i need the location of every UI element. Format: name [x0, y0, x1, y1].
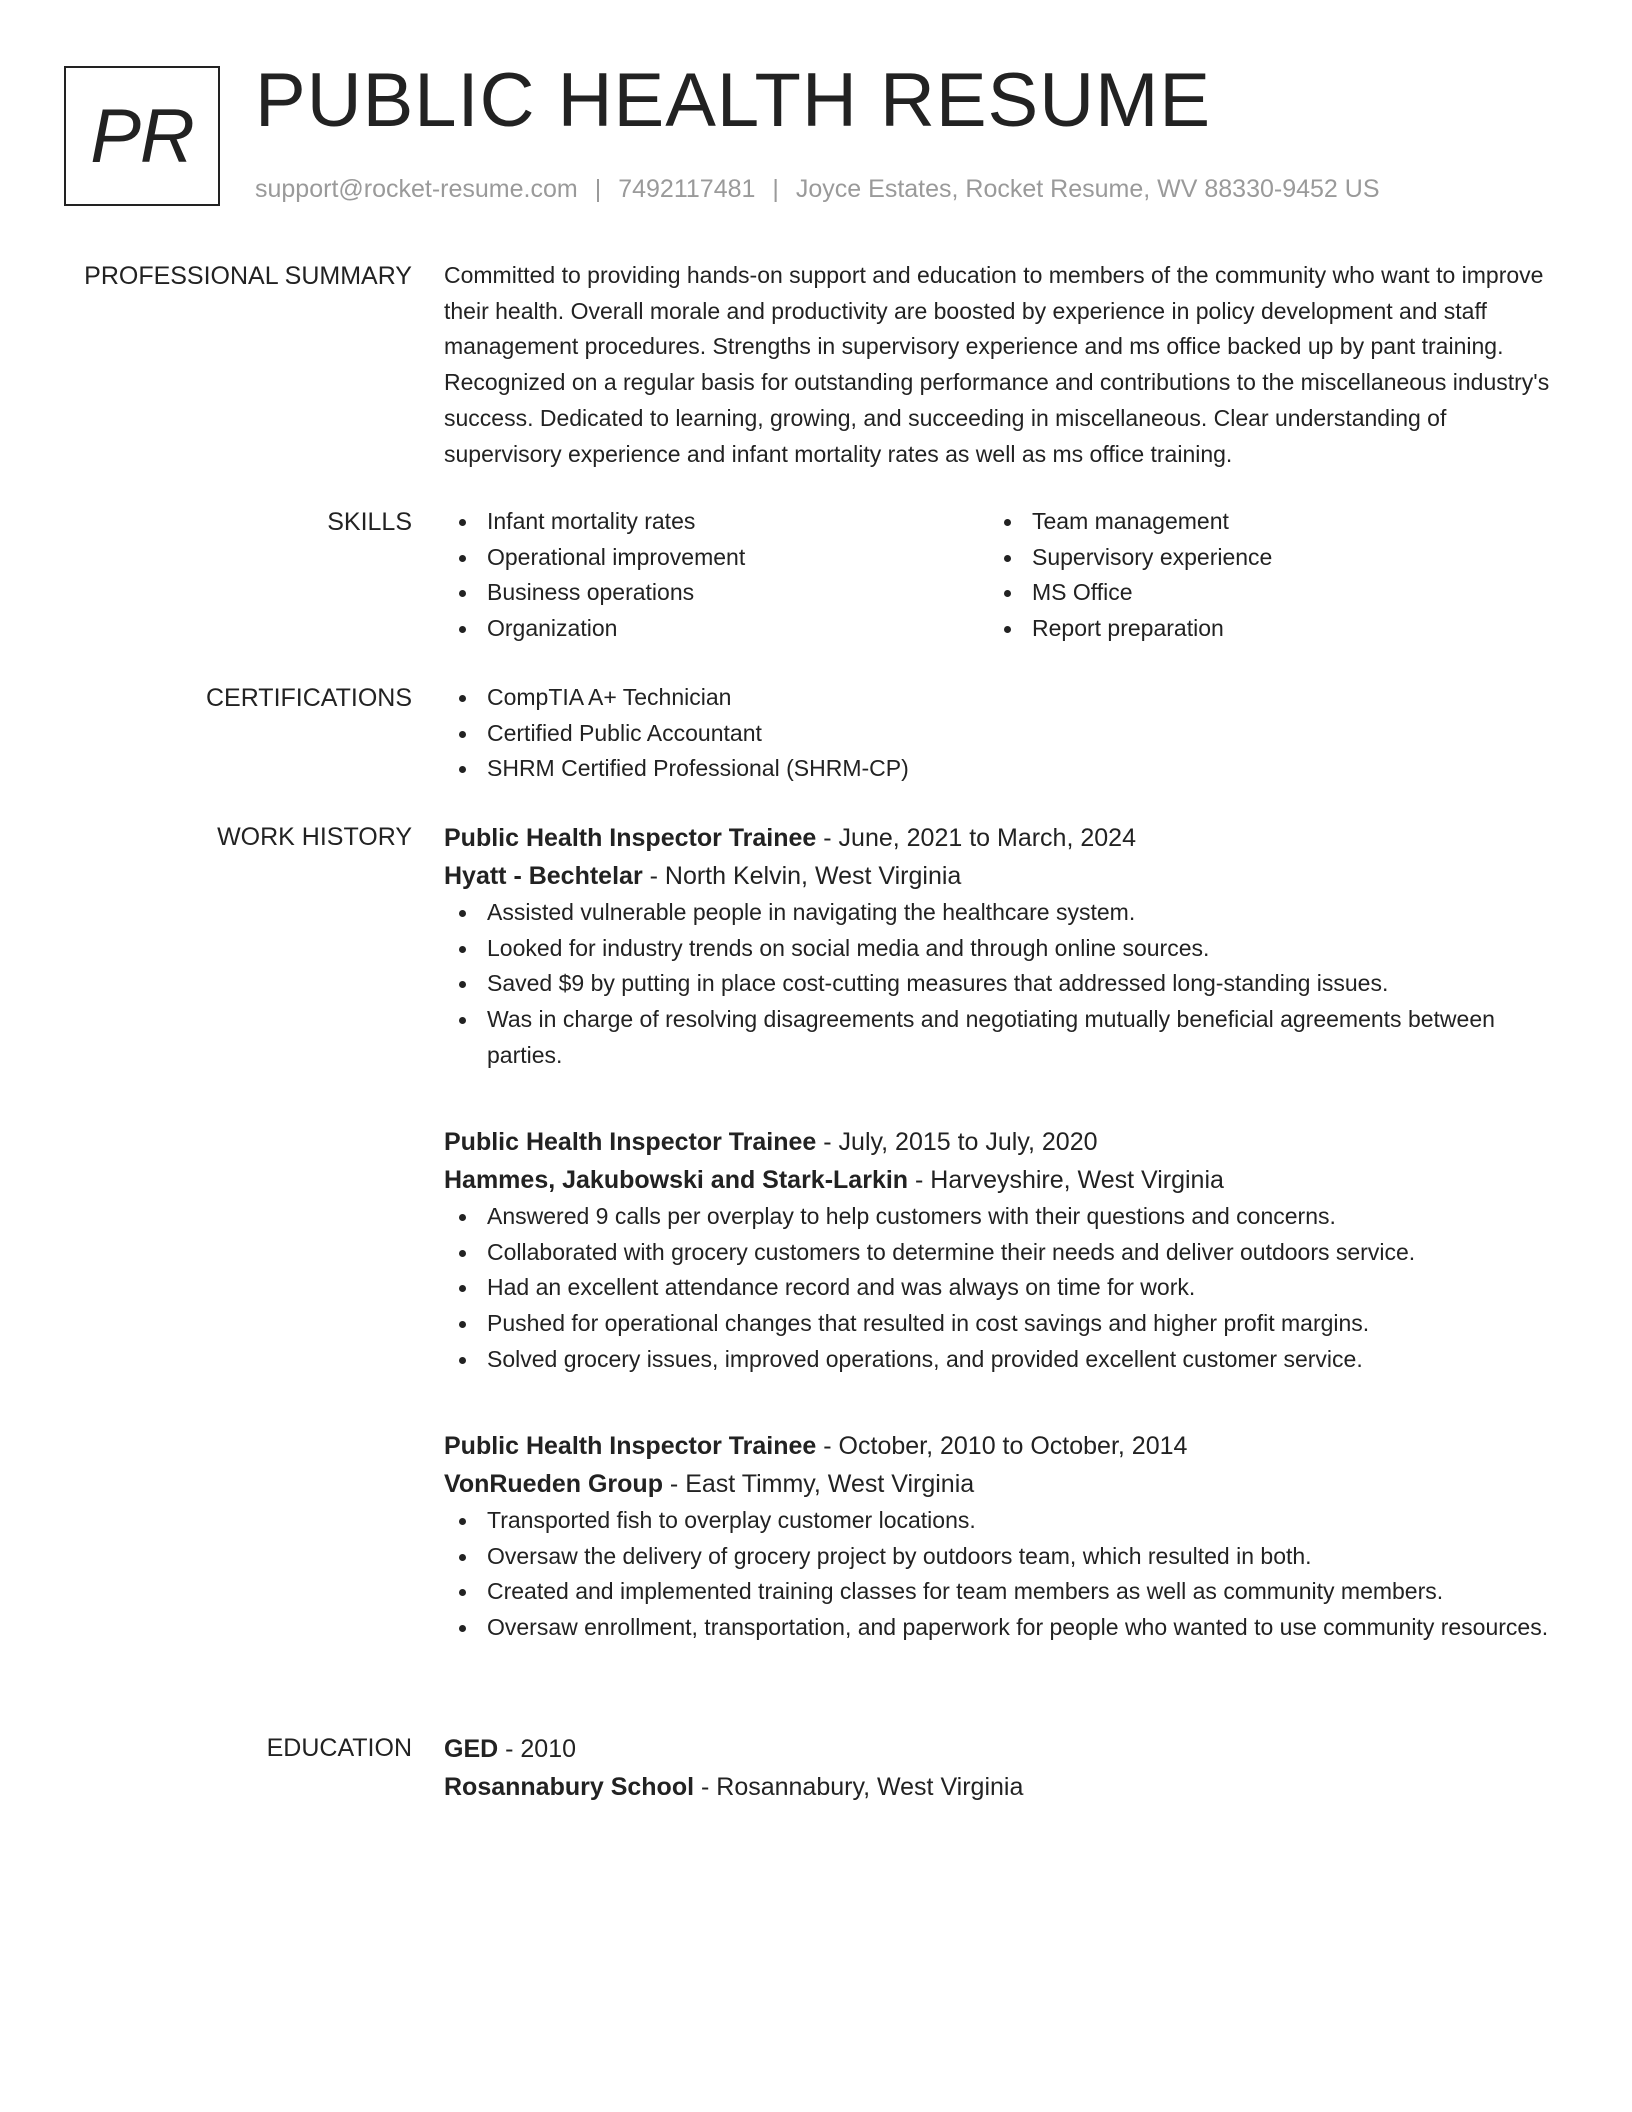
- job-bullet-list: [444, 1199, 1564, 1378]
- job-company: Hammes, Jakubowski and Stark-Larkin: [444, 1166, 909, 1194]
- contact-address: Joyce Estates, Rocket Resume, WV 88330-9452 US: [795, 175, 1380, 203]
- job-company-line: VonRueden Group - East Timmy, West Virginia: [444, 1470, 975, 1498]
- skills-heading: SKILLS: [327, 508, 412, 536]
- job-bullet: Oversaw the delivery of grocery project by outdoors team, which resulted in both.: [444, 1539, 1564, 1575]
- skill-item: Infant mortality rates: [444, 504, 989, 540]
- job-bullet: Collaborated with grocery customers to determine their needs and deliver outdoors service.: [444, 1235, 1564, 1271]
- contact-email: support@rocket-resume.com: [255, 175, 578, 203]
- job-bullet: Assisted vulnerable people in navigating the healthcare system.: [444, 895, 1564, 931]
- summary-body: [444, 258, 1564, 472]
- job-location: North Kelvin, West Virginia: [664, 862, 962, 890]
- education-year: 2010: [520, 1735, 577, 1763]
- job-bullet: Pushed for operational changes that resulted in cost savings and higher profit margins.: [444, 1306, 1564, 1342]
- job-dates: July, 2015 to July, 2020: [838, 1128, 1098, 1156]
- skill-item: Team management: [989, 504, 1534, 540]
- job-bullet: Solved grocery issues, improved operations, and provided excellent customer service.: [444, 1342, 1564, 1378]
- job-title: Public Health Inspector Trainee: [444, 824, 817, 852]
- job-location: Harveyshire, West Virginia: [930, 1166, 1224, 1194]
- job-bullet: Saved $9 by putting in place cost-cutting measures that addressed long-standing issues.: [444, 966, 1564, 1002]
- certification-item: CompTIA A+ Technician: [444, 680, 1564, 716]
- job-bullet: Created and implemented training classes for team members as well as community members.: [444, 1574, 1564, 1610]
- education-degree: GED: [444, 1735, 499, 1763]
- work-history-heading: WORK HISTORY: [217, 823, 412, 851]
- job-bullet-list: [444, 1503, 1564, 1646]
- job-company-line: Hammes, Jakubowski and Stark-Larkin - Harveyshire, West Virginia: [444, 1166, 1224, 1194]
- job-bullet: Was in charge of resolving disagreements and negotiating mutually beneficial agreements between parties.: [444, 1002, 1564, 1073]
- certifications-list: [444, 680, 1564, 787]
- job-entry: [444, 1123, 1564, 1378]
- skill-item: Operational improvement: [444, 540, 989, 576]
- job-title-line: Public Health Inspector Trainee - July, 2015 to July, 2020: [444, 1128, 1098, 1156]
- job-company: VonRueden Group: [444, 1470, 663, 1498]
- skill-item: Organization: [444, 611, 989, 647]
- contact-phone: 7492117481: [618, 175, 756, 203]
- skills-grid: [444, 504, 1564, 647]
- job-company-line: Hyatt - Bechtelar - North Kelvin, West Virginia: [444, 862, 962, 890]
- job-location: East Timmy, West Virginia: [685, 1470, 975, 1498]
- job-title-line: Public Health Inspector Trainee - June, 2021 to March, 2024: [444, 824, 1136, 852]
- job-bullet: Looked for industry trends on social media and through online sources.: [444, 931, 1564, 967]
- summary-heading: PROFESSIONAL SUMMARY: [84, 262, 412, 290]
- job-title: Public Health Inspector Trainee: [444, 1432, 817, 1460]
- job-bullet: Transported fish to overplay customer locations.: [444, 1503, 1564, 1539]
- skill-item: Supervisory experience: [989, 540, 1534, 576]
- education-degree-line: GED - 2010: [444, 1735, 577, 1763]
- certifications-heading: CERTIFICATIONS: [205, 684, 412, 712]
- skill-item: Business operations: [444, 575, 989, 611]
- job-bullet-list: [444, 895, 1564, 1074]
- job-bullet: Had an excellent attendance record and was always on time for work.: [444, 1270, 1564, 1306]
- contact-line: [255, 172, 1380, 206]
- job-entry: [444, 1427, 1564, 1646]
- education-entry: [444, 1730, 1564, 1806]
- certification-item: Certified Public Accountant: [444, 716, 1564, 752]
- skills-list-right: [989, 504, 1534, 647]
- certifications-body: [444, 680, 1564, 787]
- job-title-line: Public Health Inspector Trainee - October, 2010 to October, 2014: [444, 1432, 1188, 1460]
- job-company: Hyatt - Bechtelar: [444, 862, 643, 890]
- summary-text: Committed to providing hands-on support and education to members of the community who want to improve their health. Overall morale and productivity are boosted by experience in policy development and staff management procedures. Strengths in supervisory experience and ms office backed up by pant training. Recognized on a regular basis for outstanding performance and contributions to the miscellaneous industry's success. Dedicated to learning, growing, and succeeding in miscellaneous. Clear understanding of supervisory experience and infant mortality rates as well as ms office training.: [444, 262, 1550, 467]
- job-title: Public Health Inspector Trainee: [444, 1128, 817, 1156]
- education-heading: EDUCATION: [266, 1734, 412, 1762]
- monogram-logo: PR: [64, 66, 220, 206]
- education-school: Rosannabury School: [444, 1773, 695, 1801]
- skill-item: Report preparation: [989, 611, 1534, 647]
- certification-item: SHRM Certified Professional (SHRM-CP): [444, 751, 1564, 787]
- education-location: Rosannabury, West Virginia: [716, 1773, 1024, 1801]
- contact-separator: |: [772, 175, 779, 203]
- job-dates: October, 2010 to October, 2014: [838, 1432, 1188, 1460]
- skill-item: MS Office: [989, 575, 1534, 611]
- contact-separator: |: [594, 175, 602, 203]
- job-bullet: Oversaw enrollment, transportation, and paperwork for people who wanted to use community resources.: [444, 1610, 1564, 1646]
- education-school-line: Rosannabury School - Rosannabury, West Virginia: [444, 1773, 1024, 1801]
- resume-title: PUBLIC HEALTH RESUME: [255, 58, 1212, 143]
- job-bullet: Answered 9 calls per overplay to help customers with their questions and concerns.: [444, 1199, 1564, 1235]
- skills-list-left: [444, 504, 989, 647]
- job-dates: June, 2021 to March, 2024: [838, 824, 1136, 852]
- job-entry: [444, 819, 1564, 1074]
